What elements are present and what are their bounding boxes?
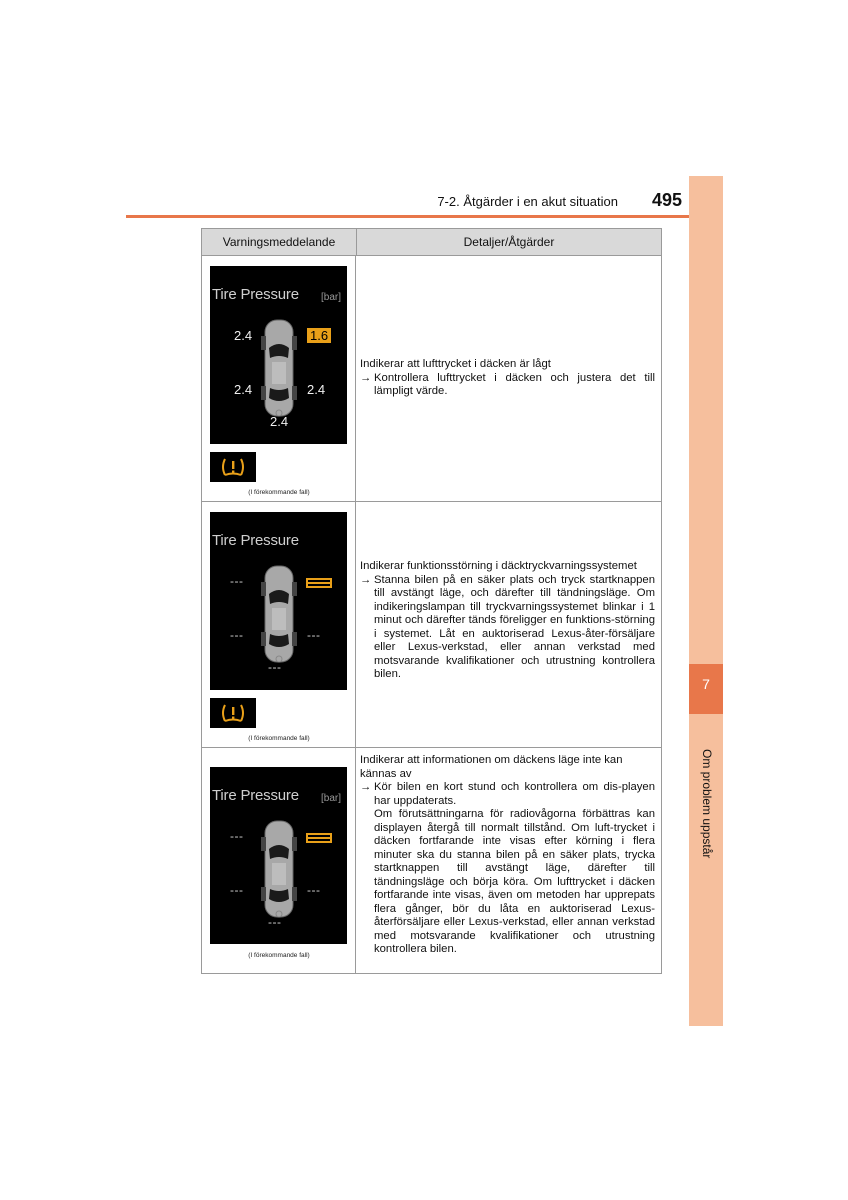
arrow-icon: → (360, 371, 372, 384)
spare-dash: --- (268, 660, 282, 674)
table-row (202, 748, 661, 973)
action-item (360, 372, 655, 399)
col-header-warning: Varningsmeddelande (202, 229, 357, 255)
chapter-title: Om problem uppstår (700, 749, 714, 859)
spare-pressure: 2.4 (270, 414, 289, 429)
table-header-row (202, 229, 661, 256)
display-title: Tire Pressure (212, 532, 299, 549)
display-title: Tire Pressure (212, 787, 299, 804)
car-top-view-icon (259, 318, 299, 418)
table-row (202, 256, 661, 502)
tire-pressure-display (210, 767, 347, 944)
details-cell (356, 748, 661, 973)
display-title: Tire Pressure (212, 286, 299, 303)
warning-cell (202, 502, 356, 747)
details-cell (356, 256, 661, 501)
tire-pressure-display (210, 266, 347, 444)
action-text-continued: Om förutsättningarna för radiovågorna förbättras kan displayen återgå till normalt tillstånd. Om luft-trycket i däcken fortfarande inte visas efter körning i flera minuter ska du stanna bilen på en säker plats, trycka startknappen till avstängt läge, därefter till tändningsläge och börja köra. Om lufttrycket i däcken fortfarande inte visas, även om metoden har upprepats flera gånger, bör du låta en auktoriserad Lexus-återförsäljare eller Lexus-verkstad, eller annan verkstad med motsvarande kvalifikationer och utrustning kontrollera bilen. (374, 808, 655, 955)
rear-right-dash: --- (307, 883, 321, 897)
front-right-pressure: 1.6 (307, 328, 331, 343)
row-heading: Indikerar att informationen om däckens läge inte kan kännas av (360, 754, 623, 780)
arrow-icon: → (360, 573, 372, 586)
action-text: Kontrollera lufttrycket i däcken och justera det till lämpligt värde. (374, 371, 655, 397)
action-text: Kör bilen en kort stund och kontrollera om dis-playen har uppdaterats. (374, 781, 655, 807)
display-unit: [bar] (320, 292, 341, 303)
caption: (I förekommande fall) (248, 489, 310, 496)
action-item (360, 781, 655, 957)
warning-cell (202, 748, 356, 973)
chapter-number: 7 (689, 664, 723, 714)
front-left-dash: --- (230, 829, 244, 843)
page-number: 495 (651, 190, 682, 210)
tire-pressure-warning-icon (210, 698, 256, 728)
front-right-warning-dash (306, 578, 332, 588)
row-heading: Indikerar att lufttrycket i däcken är lågt (360, 358, 551, 370)
section-title: 7-2. Åtgärder i en akut situation (437, 194, 618, 209)
chapter-side-tab (689, 176, 723, 1026)
front-left-pressure: 2.4 (234, 328, 253, 343)
rear-right-dash: --- (307, 628, 321, 642)
warning-cell (202, 256, 356, 501)
warning-table (201, 228, 662, 974)
tire-pressure-warning-icon (210, 452, 256, 482)
arrow-icon: → (360, 781, 372, 793)
rear-left-pressure: 2.4 (234, 382, 253, 397)
front-left-dash: --- (230, 574, 244, 588)
table-row (202, 502, 661, 748)
display-unit: [bar] (320, 793, 341, 804)
action-item (360, 574, 655, 682)
car-top-view-icon (259, 564, 299, 664)
tire-pressure-display (210, 512, 347, 690)
details-cell (356, 502, 661, 747)
row-heading: Indikerar funktionsstörning i däcktryckvarningssystemet (360, 560, 637, 572)
col-header-details: Detaljer/Åtgärder (463, 235, 555, 249)
header-rule (126, 215, 689, 218)
rear-right-pressure: 2.4 (307, 382, 326, 397)
rear-left-dash: --- (230, 628, 244, 642)
rear-left-dash: --- (230, 883, 244, 897)
caption: (I förekommande fall) (248, 735, 310, 742)
action-text: Stanna bilen på en säker plats och tryck startknappen till avstängt läge, och därefter till tändningsläge. Om indikeringslampan till tryckvarningssystemet blinkar i 1 minut och därefter tänds föreligger en funktions-störning i systemet. Låt en auktoriserad Lexus-åter-försäljare eller Lexus-verkstad, eller annan verkstad med motsvarande kvalifikationer och utrustning kontrollera bilen. (374, 573, 655, 680)
front-right-warning-dash (306, 833, 332, 843)
spare-dash: --- (268, 915, 282, 929)
caption: (I förekommande fall) (248, 952, 310, 959)
car-top-view-icon (259, 819, 299, 919)
